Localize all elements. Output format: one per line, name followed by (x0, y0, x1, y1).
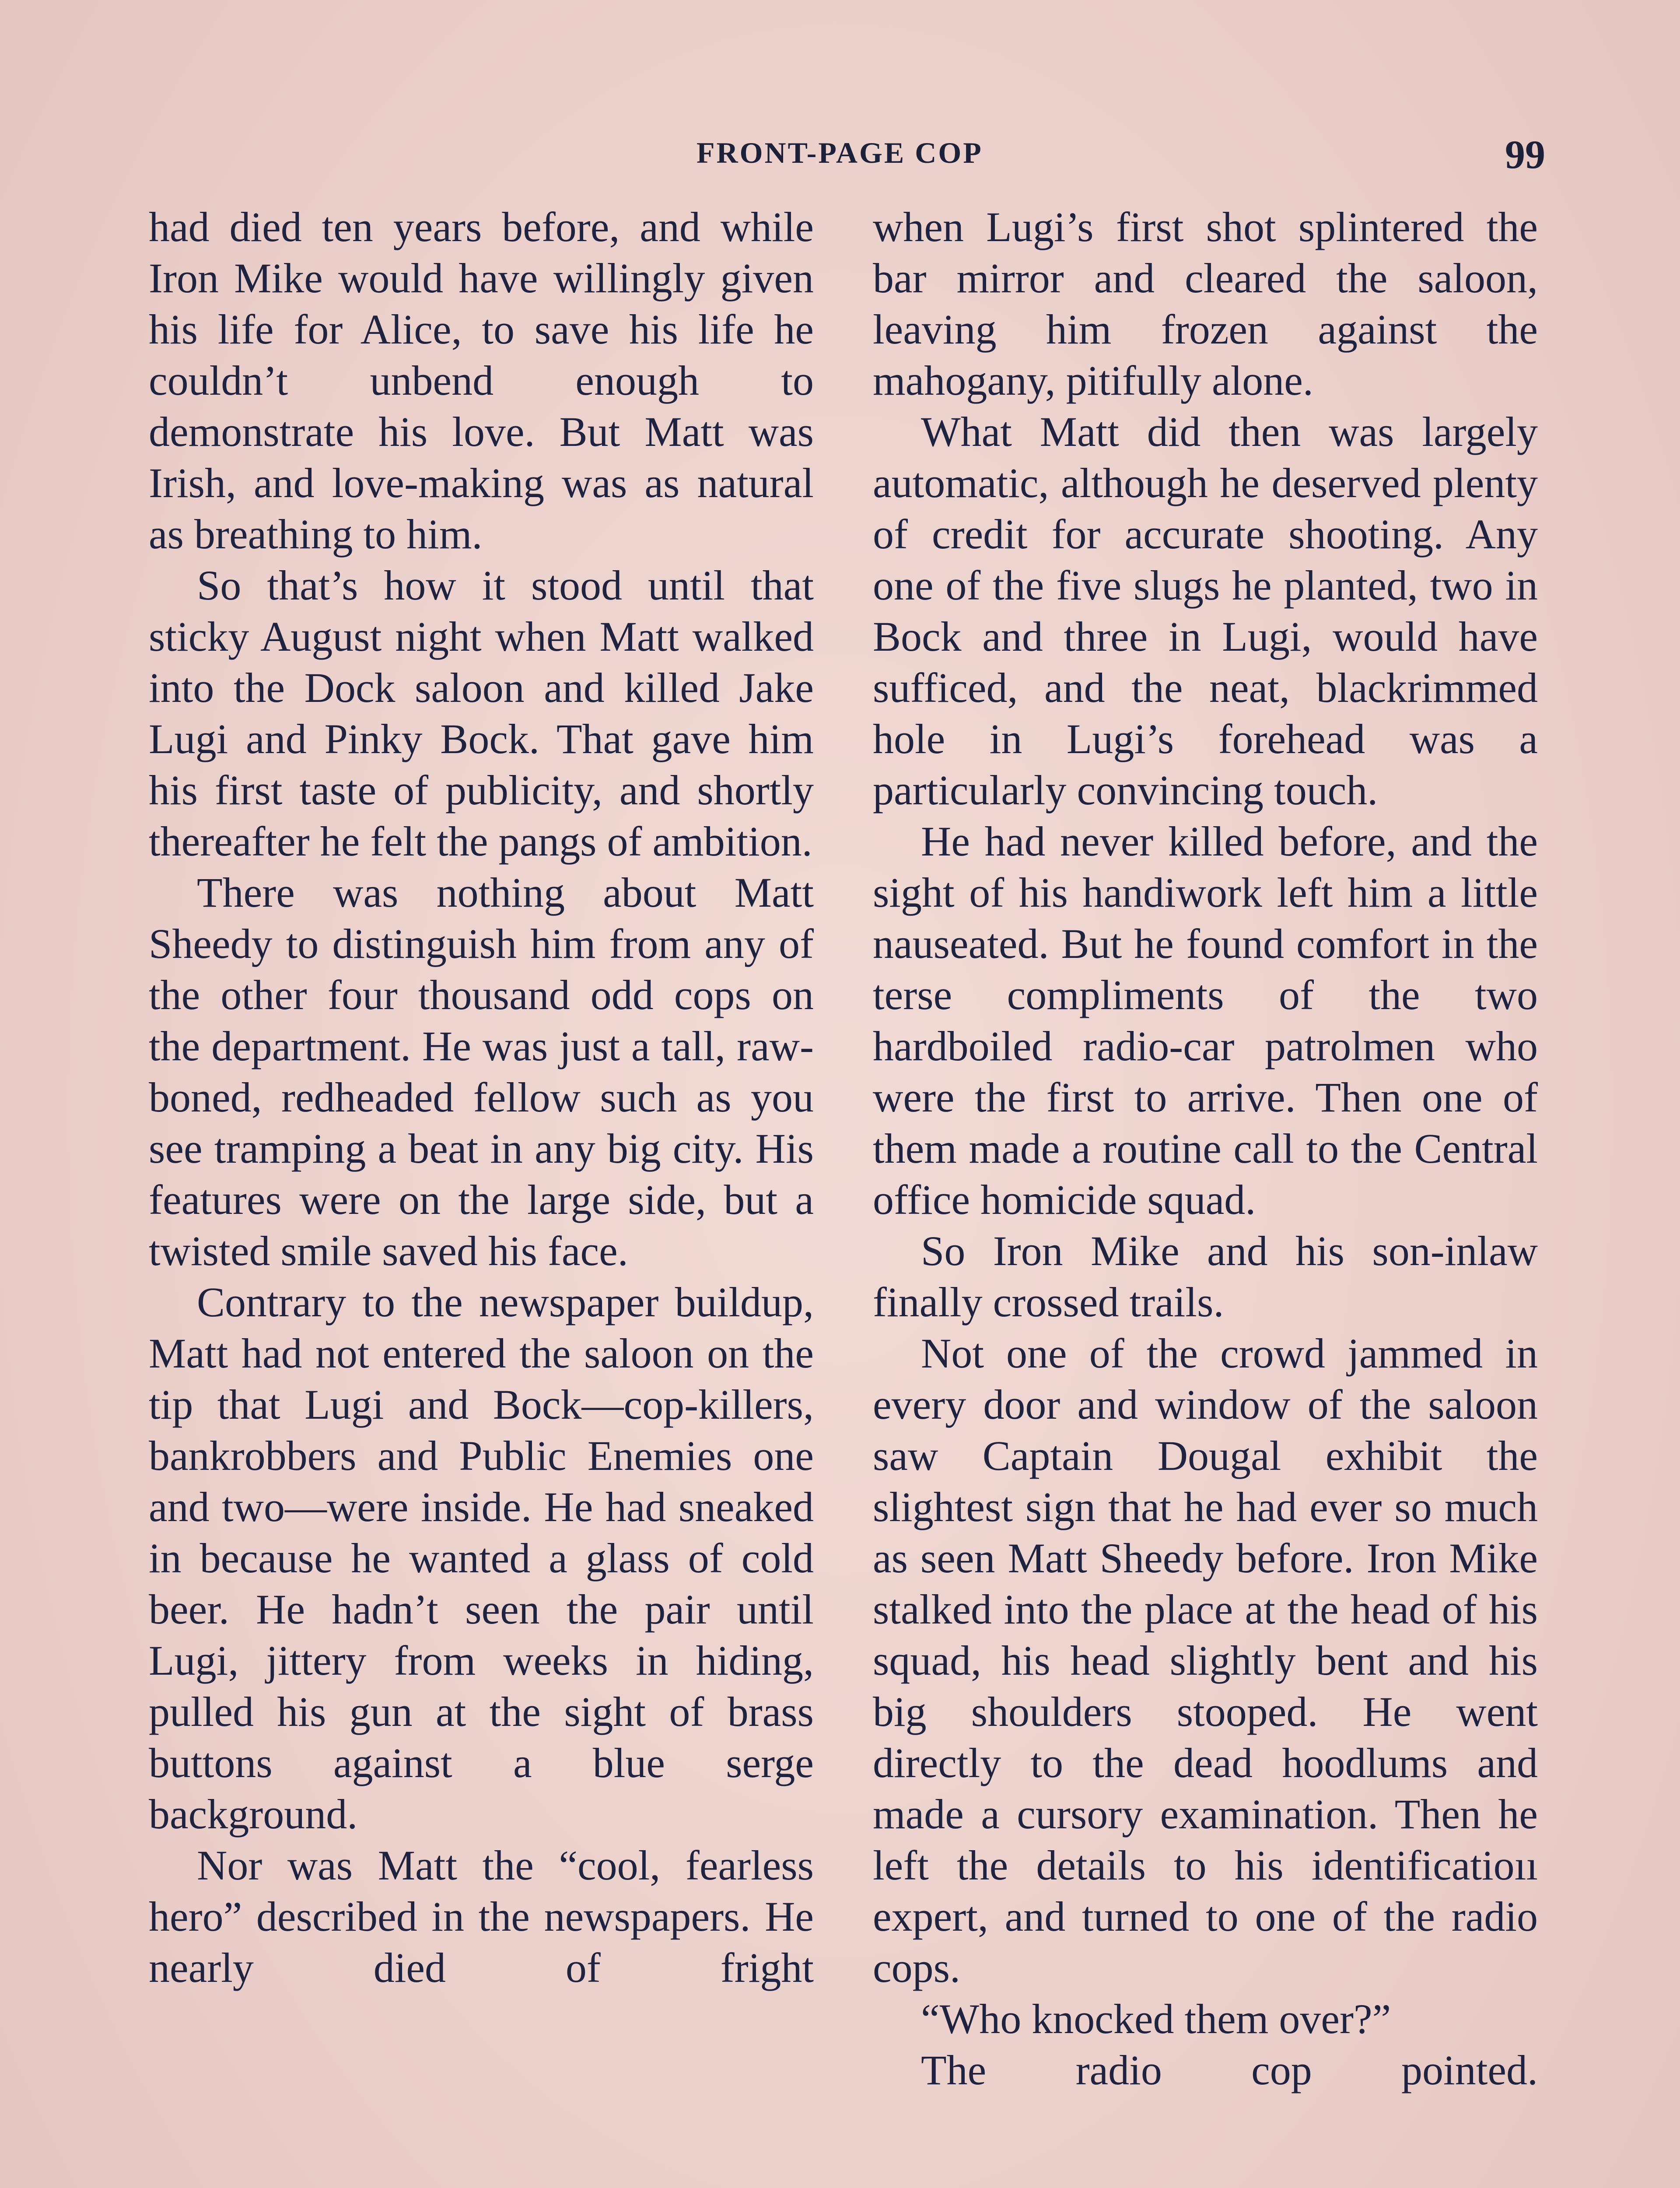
paragraph: Not one of the crowd jammed in every door and window of the saloon saw Captain Dougal exhibit the slightest sign that he had ever so much as seen Matt Sheedy before. Iron Mike stalked into the place at the head of his squad, his head slightly bent and his big shoulders stooped. He went directly to the dead hoodlums and made a cursory examination. Then he left the details to his identificatioıı expert, and turned to one of the radio cops. (873, 1330, 1538, 1991)
paragraph: “Who knocked them over?” (921, 1995, 1391, 2042)
paragraph: when Lugi’s first shot splintered the bar mirror and cleared the saloon, leaving him frozen against the mahogany, pitifully alone. (873, 203, 1538, 404)
paragraph: There was nothing about Matt Sheedy to distinguish him from any of the other four thousand odd cops on the department. He was just a tall, raw-boned, redheaded fellow such as you see tramping a beat in any big city. His features were on the large side, but a twisted smile saved his face. (149, 869, 814, 1274)
paragraph: Contrary to the newspaper buildup, Matt had not entered the saloon on the tip that Lugi and Bock—cop-killers, bankrobbers and Public Enemies one and two—were inside. He had sneaked in because he wanted a glass of cold beer. He hadn’t seen the pair until Lugi, jittery from weeks in hiding, pulled his gun at the sight of brass buttons against a blue serge background. (149, 1279, 814, 1837)
paragraph: Nor was Matt the “cool, fearless hero” described in the newspapers. He nearly died of fright (149, 1842, 814, 1991)
paragraph: He had never killed before, and the sight of his handiwork left him a little nauseated. But he found comfort in the terse compliments of the two hardboiled radio-car patrolmen who were the first to arrive. Then one of them made a routine call to the Central office homicide squad. (873, 818, 1538, 1223)
paragraph: What Matt did then was largely automatic, although he deserved plenty of credit for accurate shooting. Any one of the five slugs he planted, two in Bock and three in Lugi, would have sufficed, and the neat, blackrimmed hole in Lugi’s forehead was a particularly convincing touch. (873, 408, 1538, 813)
paragraph: had died ten years before, and while Iron Mike would have willingly given his life for Alice, to save his life he couldn’t unbend enough to demonstrate his love. But Matt was Irish, and love-making was as natural as breathing to him. (149, 203, 814, 558)
paragraph: The radio cop pointed. (921, 2047, 1538, 2093)
paragraph: So Iron Mike and his son-inlaw finally crossed trails. (873, 1227, 1538, 1325)
paragraph: So that’s how it stood until that sticky August night when Matt walked into the Dock saloon and killed Jake Lugi and Pinky Bock. That gave him his first taste of publicity, and shortly thereafter he felt the pangs of ambition. (149, 562, 814, 865)
right-column (873, 201, 1538, 2096)
page-header (0, 131, 1680, 184)
running-title: FRONT-PAGE COP (696, 136, 983, 169)
left-column (149, 201, 814, 1993)
page-number: 99 (1505, 132, 1545, 177)
